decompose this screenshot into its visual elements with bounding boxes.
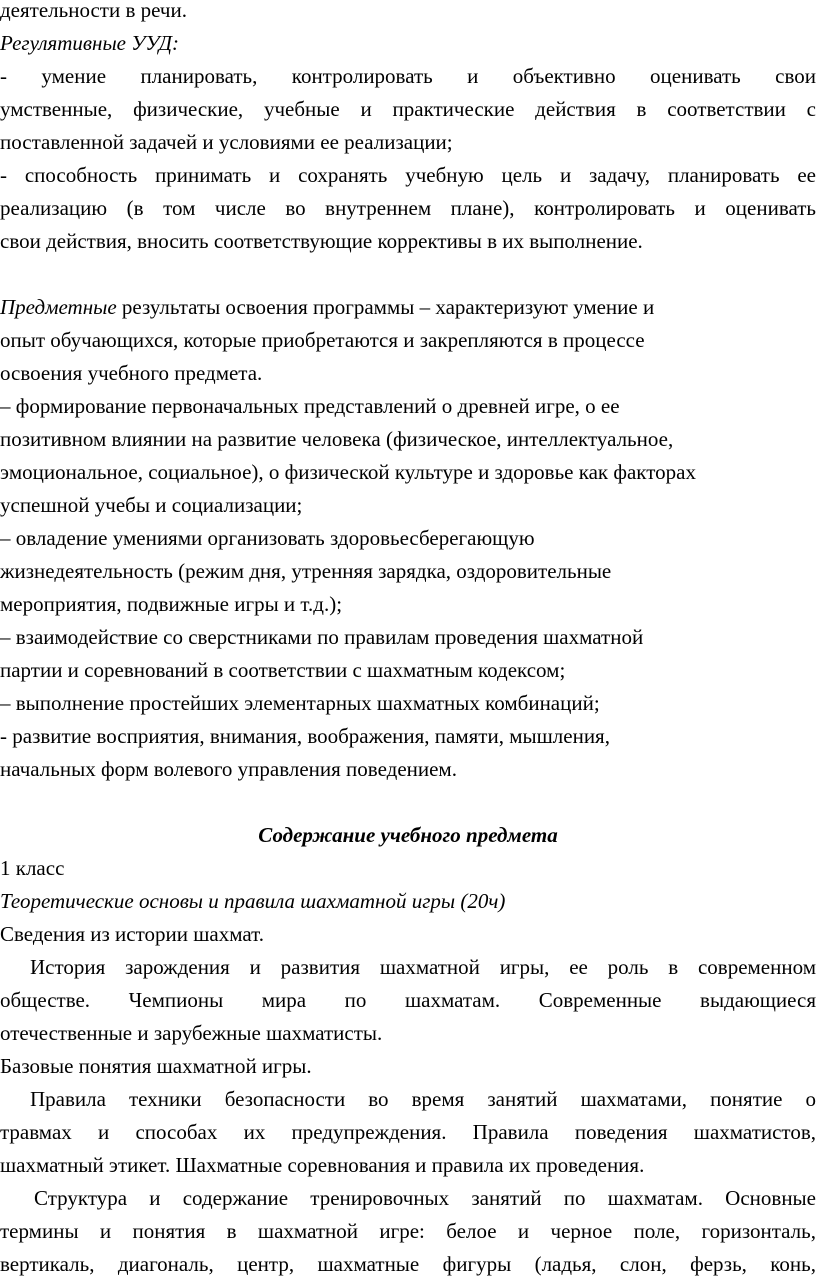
text-fragment: результаты освоения программы – характеризуют умение и [116,295,655,319]
text-line: обществе. Чемпионы мира по шахматам. Современные выдающиеся [0,988,816,1012]
topic-title: Базовые понятия шахматной игры. [0,1054,312,1078]
text-line: мероприятия, подвижные игры и т.д.); [0,592,343,616]
text-line: - умение планировать, контролировать и объективно оценивать свои [0,64,816,88]
text-line: – выполнение простейших элементарных шахматных комбинаций; [0,691,600,715]
section-heading: Содержание учебного предмета [258,823,558,847]
text-line: – взаимодействие со сверстниками по правилам проведения шахматной [0,625,644,649]
text-line: - способность принимать и сохранять учебную цель и задачу, планировать ее [0,163,816,187]
text-line-subject-results [0,291,816,324]
topic-title: Сведения из истории шахмат. [0,922,264,946]
text-line: поставленной задачей и условиями ее реализации; [0,130,453,154]
text-line: реализацию (в том числе во внутреннем плане), контролировать и оценивать [0,196,816,220]
text-line: эмоциональное, социальное), о физической культуре и здоровье как факторах [0,460,696,484]
text-line: опыт обучающихся, которые приобретаются и закрепляются в процессе [0,328,645,352]
section-label-regulative: Регулятивные УУД: [0,31,180,55]
text-line: умственные, физические, учебные и практические действия в соответствии с [0,97,816,121]
text-line: освоения учебного предмета. [0,361,263,385]
subsection-title: Теоретические основы и правила шахматной игры (20ч) [0,889,506,913]
section-label-subject: Предметные [0,295,117,319]
grade-label: 1 класс [0,856,65,880]
text-line: свои действия, вносить соответствующие коррективы в их выполнение. [0,229,643,253]
text-line: Правила техники безопасности во время занятий шахматами, понятие о [30,1087,816,1111]
text-line: – формирование первоначальных представлений о древней игре, о ее [0,394,620,418]
text-line: травмах и способах их предупреждения. Правила поведения шахматистов, [0,1120,816,1144]
text-line: вертикаль, диагональ, центр, шахматные фигуры (ладья, слон, ферзь, конь, [0,1252,816,1276]
text-line: - развитие восприятия, внимания, воображения, памяти, мышления, [0,724,610,748]
text-line: партии и соревнований в соответствии с шахматным кодексом; [0,658,566,682]
text-line: – овладение умениями организовать здоровьесберегающую [0,526,535,550]
text-line: деятельности в речи. [0,0,187,22]
text-line: термины и понятия в шахматной игре: белое и черное поле, горизонталь, [0,1219,816,1243]
text-line: История зарождения и развития шахматной игры, ее роль в современном [30,955,816,979]
text-line: отечественные и зарубежные шахматисты. [0,1021,383,1045]
text-line: успешной учебы и социализации; [0,493,303,517]
text-line: Структура и содержание тренировочных занятий по шахматам. Основные [34,1186,816,1210]
text-line: начальных форм волевого управления поведением. [0,757,457,781]
text-line: жизнедеятельность (режим дня, утренняя зарядка, оздоровительные [0,559,612,583]
text-line: шахматный этикет. Шахматные соревнования и правила их проведения. [0,1153,645,1177]
text-line: позитивном влиянии на развитие человека (физическое, интеллектуальное, [0,427,674,451]
